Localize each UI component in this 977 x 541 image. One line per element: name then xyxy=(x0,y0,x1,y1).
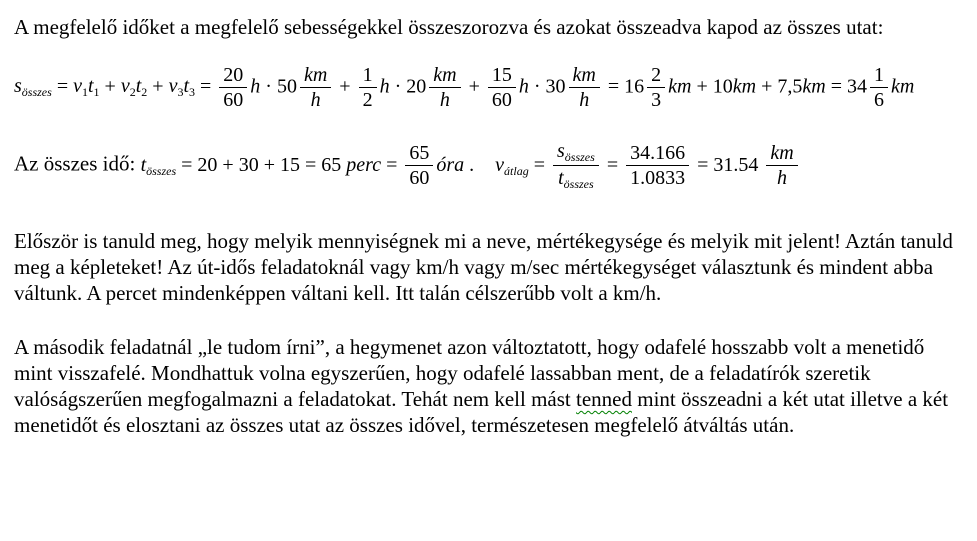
math-variable: t xyxy=(135,75,142,98)
math-variable-group xyxy=(141,154,177,176)
math-fraction xyxy=(300,64,331,112)
fraction-denominator: 1.0833 xyxy=(630,167,686,190)
math-variable: v xyxy=(168,75,178,98)
math-text: + xyxy=(756,75,778,98)
paragraph-second-task xyxy=(14,334,963,438)
math-text: = xyxy=(51,75,74,98)
math-subscript: 2 xyxy=(141,85,148,100)
fraction-numerator: 1 xyxy=(870,64,888,88)
math-italic-text: perc xyxy=(346,153,382,176)
fraction-denominator xyxy=(554,166,598,192)
math-fraction xyxy=(870,64,888,112)
math-italic-text: km xyxy=(668,75,692,98)
math-variable-group xyxy=(73,75,88,100)
fraction-denominator: h xyxy=(777,167,788,190)
math-fraction xyxy=(219,64,247,112)
math-fraction xyxy=(553,140,599,192)
math-fraction xyxy=(429,64,460,112)
fraction-denominator: 6 xyxy=(873,89,884,112)
math-variable-group xyxy=(168,75,184,100)
math-subscript: összes xyxy=(564,149,595,164)
math-variable: v xyxy=(73,75,82,98)
math-subscript: 3 xyxy=(177,85,184,100)
math-italic-text: h xyxy=(518,75,529,98)
math-text: 16 xyxy=(624,75,645,98)
math-text: = xyxy=(528,153,550,176)
math-variable-group xyxy=(14,75,52,100)
math-italic-text: km xyxy=(890,75,915,98)
fraction-numerator: km xyxy=(569,64,600,88)
fraction-numerator xyxy=(553,140,599,167)
math-subscript: 1 xyxy=(81,85,88,100)
formula-total-time-row xyxy=(14,140,963,192)
math-variable-group xyxy=(135,75,148,100)
math-text: + xyxy=(691,75,713,98)
fraction-numerator: km xyxy=(300,64,331,88)
math-variable-group xyxy=(120,75,136,100)
formula-total-time xyxy=(140,139,801,192)
fraction-numerator: 20 xyxy=(219,64,247,88)
paragraph-intro: A megfelelő időket a megfelelő sebességekkel összeszorozva és azokat összeadva kapod az összes utat: xyxy=(14,15,884,39)
math-text: 34 xyxy=(846,75,867,98)
math-subscript: 2 xyxy=(129,85,136,100)
second-task-text-after: mint összeadni a két utat illetve a két menetidőt és elosztani az összes utat az összes idővel, természetesen megfelelő átváltás után. xyxy=(14,387,949,438)
math-text: = xyxy=(381,153,403,176)
paragraph-advice: Először is tanuld meg, hogy melyik mennyiségnek mi a neve, mértékegysége és melyik mit jelent! Aztán tanuld meg a képleteket! Az út-idős feladatoknál vagy km/h vagy m/sec mértékegységet választunk és mindent abba váltunk. A percet mindenképpen váltani kell. Itt talán célszerűbb volt a km/h. xyxy=(14,229,953,306)
math-variable-group xyxy=(87,75,100,100)
fraction-numerator: km xyxy=(766,142,797,166)
math-variable: s xyxy=(14,75,22,98)
math-fraction xyxy=(488,64,516,112)
math-subscript: összes xyxy=(563,177,594,192)
fraction-denominator: 60 xyxy=(491,89,512,112)
fraction-denominator: 3 xyxy=(651,89,662,112)
math-subscript: összes xyxy=(21,85,52,100)
math-italic-text: h xyxy=(379,75,390,98)
math-subscript: átlag xyxy=(504,163,529,178)
fraction-numerator: 65 xyxy=(405,142,433,166)
math-text: 7,5 xyxy=(777,75,803,98)
math-variable-group xyxy=(183,75,196,100)
second-task-text-before: A második feladatnál „le tudom írni”, a hegymenet azon változtatott, hogy odafelé hosszabb volt a menetidő mint visszafelé. Mondhattuk volna egyszerűen, hogy odafelé lassabban ment, de a feladatírók szeretik valóságszerűen megfogalmazni a feladatokat. Tehát nem kell mást xyxy=(14,335,925,412)
math-subscript: 1 xyxy=(93,85,100,100)
math-fraction xyxy=(359,64,377,112)
math-text: 10 xyxy=(712,75,733,98)
math-text: . xyxy=(464,153,480,176)
fraction-numerator: 2 xyxy=(647,64,665,88)
math-text: + xyxy=(147,75,169,98)
fraction-denominator: h xyxy=(310,89,321,112)
math-fraction xyxy=(647,64,665,112)
math-variable: v xyxy=(120,75,130,98)
math-text: = xyxy=(602,75,625,98)
math-text: = 20 + 30 + 15 = 65 xyxy=(176,153,347,176)
fraction-numerator: 15 xyxy=(488,64,516,88)
fraction-numerator: km xyxy=(429,64,460,88)
math-text: + xyxy=(334,75,356,98)
math-text: 50 xyxy=(276,75,297,98)
fraction-denominator: h xyxy=(439,89,450,112)
math-italic-text: km xyxy=(732,75,757,98)
math-text: · xyxy=(528,75,546,98)
math-variable-group xyxy=(495,154,529,176)
fraction-numerator: 1 xyxy=(359,64,377,88)
math-text: + xyxy=(99,75,121,98)
fraction-denominator: 2 xyxy=(362,89,373,112)
fraction-denominator: 60 xyxy=(223,89,244,112)
math-text: = xyxy=(601,153,624,176)
math-fraction xyxy=(569,64,600,112)
fraction-denominator: h xyxy=(579,89,590,112)
math-italic-text: km xyxy=(802,75,826,98)
grammar-flagged-word: tenned xyxy=(576,387,632,412)
total-time-label: Az összes idő: xyxy=(14,151,141,176)
math-fraction xyxy=(766,142,797,190)
math-italic-text: h xyxy=(250,75,261,98)
math-fraction xyxy=(405,142,433,190)
math-variable: t xyxy=(87,75,94,98)
math-text: + xyxy=(463,75,485,98)
fraction-numerator: 34.166 xyxy=(626,142,689,166)
math-variable: t xyxy=(558,167,564,190)
math-text: = xyxy=(195,75,217,98)
formula-total-distance xyxy=(14,64,963,112)
math-subscript: 3 xyxy=(189,85,196,100)
math-text: · xyxy=(389,75,407,98)
math-text: = 31.54 xyxy=(692,153,764,176)
math-italic-text: óra xyxy=(436,153,465,176)
math-text: = xyxy=(825,75,847,98)
math-subscript: összes xyxy=(146,163,177,178)
math-text: 20 xyxy=(406,75,427,98)
math-fraction xyxy=(626,142,689,190)
math-text: · xyxy=(260,75,277,98)
math-variable: v xyxy=(495,153,505,176)
math-text: 30 xyxy=(545,75,566,98)
fraction-denominator: 60 xyxy=(409,167,430,190)
math-variable: s xyxy=(557,139,565,162)
math-variable: t xyxy=(140,153,147,176)
math-variable: t xyxy=(183,75,190,98)
